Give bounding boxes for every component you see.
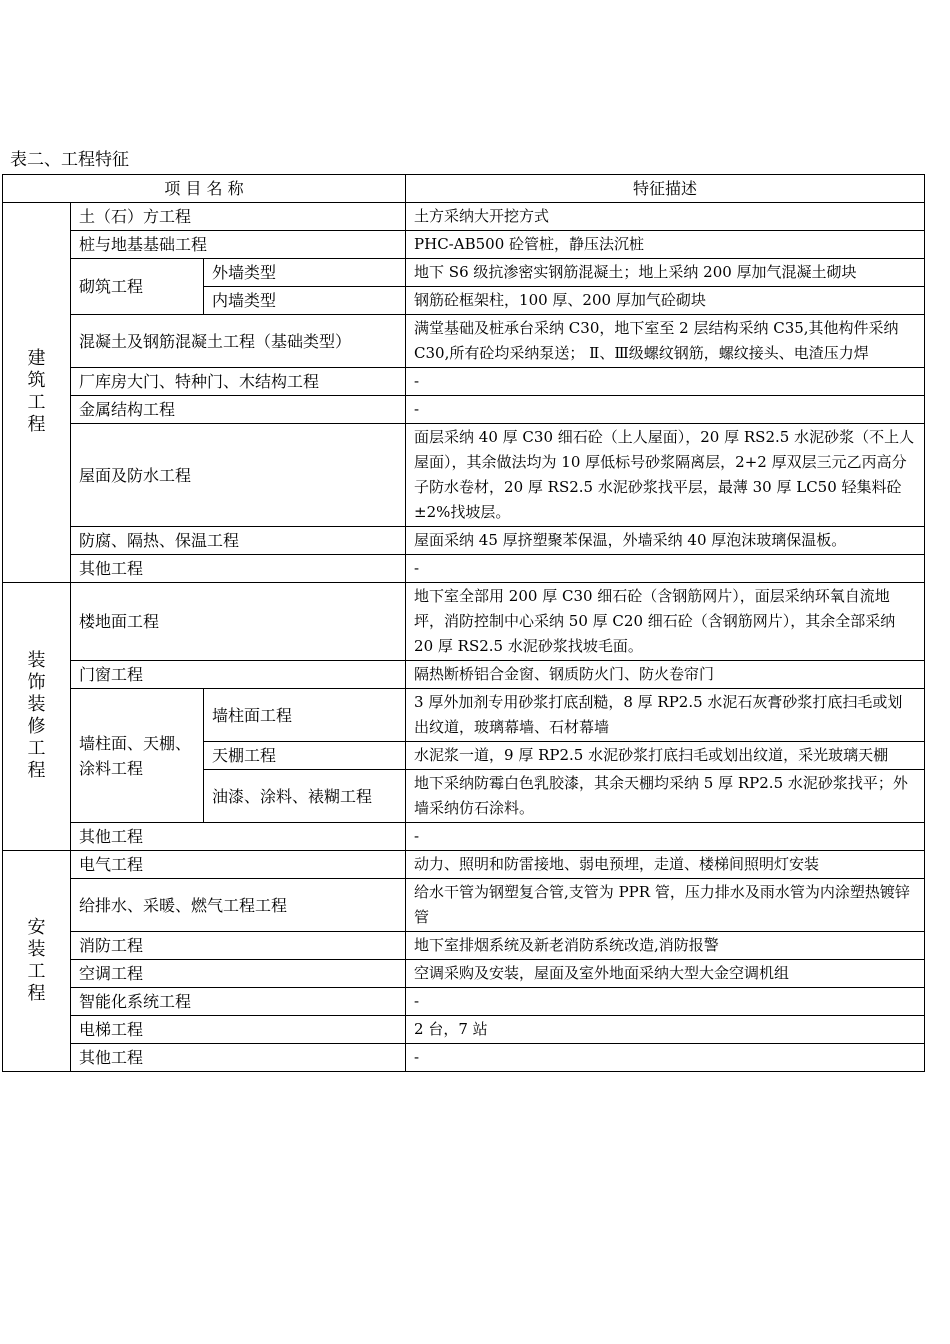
table-row: [3, 424, 925, 527]
item-desc: 地下采纳防霉白色乳胶漆，其余天棚均采纳 5 厚 RP2.5 水泥砂浆找平；外墙采纳仿石涂料。: [406, 770, 925, 823]
item-desc: 地下室排烟系统及新老消防系统改造,消防报警: [406, 932, 925, 960]
table-row: [3, 555, 925, 583]
item-name: 防腐、隔热、保温工程: [71, 527, 406, 555]
sub-item-name: 墙柱面工程: [204, 689, 406, 742]
table-row: [3, 689, 925, 742]
table-row: [3, 661, 925, 689]
item-name: 电梯工程: [71, 1016, 406, 1044]
item-name: 其他工程: [71, 1044, 406, 1072]
sub-item-name: 外墙类型: [204, 259, 406, 287]
item-desc: 屋面采纳 45 厚挤塑聚苯保温，外墙采纳 40 厚泡沫玻璃保温板。: [406, 527, 925, 555]
table-row: [3, 1044, 925, 1072]
table-caption: 表二、工程特征: [10, 150, 129, 170]
item-name: 墙柱面、天棚、涂料工程: [71, 689, 204, 823]
category-label: 安装工程: [27, 916, 46, 1004]
item-name: 消防工程: [71, 932, 406, 960]
item-name: 屋面及防水工程: [71, 424, 406, 527]
item-desc: 动力、照明和防雷接地、弱电预埋，走道、楼梯间照明灯安装: [406, 851, 925, 879]
table-row: [3, 396, 925, 424]
category-label: 建筑工程: [27, 348, 46, 435]
table-row: [3, 879, 925, 932]
table-row: [3, 960, 925, 988]
table-row: [3, 368, 925, 396]
item-name: 混凝土及钢筋混凝土工程（基础类型）: [71, 315, 406, 368]
item-name: 金属结构工程: [71, 396, 406, 424]
item-name: 给排水、采暖、燃气工程工程: [71, 879, 406, 932]
table-row: [3, 527, 925, 555]
item-name: 砌筑工程: [71, 259, 204, 315]
header-row: [3, 175, 925, 203]
item-name: 门窗工程: [71, 661, 406, 689]
item-name: 空调工程: [71, 960, 406, 988]
item-desc: PHC-AB500 砼管桩，静压法沉桩: [406, 231, 925, 259]
item-name: 电气工程: [71, 851, 406, 879]
table-row: [3, 203, 925, 231]
item-desc: 2 台，7 站: [406, 1016, 925, 1044]
item-desc: 给水干管为钢塑复合管,支管为 PPR 管，压力排水及雨水管为内涂塑热镀锌管: [406, 879, 925, 932]
item-desc: 满堂基础及桩承台采纳 C30，地下室至 2 层结构采纳 C35,其他构件采纳 C30,所有砼均采纳泵送； Ⅱ、Ⅲ级螺纹钢筋，螺纹接头、电渣压力焊: [406, 315, 925, 368]
item-desc: 土方采纳大开挖方式: [406, 203, 925, 231]
table-row: [3, 259, 925, 287]
header-feature-desc: 特征描述: [406, 175, 925, 203]
item-desc: 隔热断桥铝合金窗、钢质防火门、防火卷帘门: [406, 661, 925, 689]
sub-item-name: 内墙类型: [204, 287, 406, 315]
item-name: 桩与地基基础工程: [71, 231, 406, 259]
item-desc: 地下室全部用 200 厚 C30 细石砼（含钢筋网片），面层采纳环氧自流地坪，消防控制中心采纳 50 厚 C20 细石砼（含钢筋网片），其余全部采纳 20 厚 RS2.5 水泥砂浆找坡毛面。: [406, 583, 925, 661]
project-features-table: [2, 174, 925, 1072]
item-desc: 地下 S6 级抗渗密实钢筋混凝土；地上采纳 200 厚加气混凝土砌块: [406, 259, 925, 287]
category-cell: [3, 203, 71, 583]
item-desc: -: [406, 368, 925, 396]
table-row: [3, 315, 925, 368]
item-name: 厂库房大门、特种门、木结构工程: [71, 368, 406, 396]
table-row: [3, 1016, 925, 1044]
item-name: 土（石）方工程: [71, 203, 406, 231]
item-desc: -: [406, 396, 925, 424]
item-desc: 钢筋砼框架柱，100 厚、200 厚加气砼砌块: [406, 287, 925, 315]
item-desc: 3 厚外加剂专用砂浆打底刮糙，8 厚 RP2.5 水泥石灰膏砂浆打底扫毛或划出纹道，玻璃幕墙、石材幕墙: [406, 689, 925, 742]
item-desc: 水泥浆一道，9 厚 RP2.5 水泥砂浆打底扫毛或划出纹道，采光玻璃天棚: [406, 742, 925, 770]
category-cell: [3, 583, 71, 851]
item-desc: -: [406, 1044, 925, 1072]
item-desc: -: [406, 555, 925, 583]
category-cell: [3, 851, 71, 1072]
item-name: 其他工程: [71, 823, 406, 851]
header-item-name: 项 目 名 称: [3, 175, 406, 203]
sub-item-name: 天棚工程: [204, 742, 406, 770]
item-desc: 空调采购及安装，屋面及室外地面采纳大型大金空调机组: [406, 960, 925, 988]
table-row: [3, 583, 925, 661]
table-row: [3, 823, 925, 851]
table-row: [3, 231, 925, 259]
table-row: [3, 932, 925, 960]
item-name: 其他工程: [71, 555, 406, 583]
item-desc: -: [406, 988, 925, 1016]
category-label: 装饰装修工程: [27, 650, 46, 781]
sub-item-name: 油漆、涂料、裱糊工程: [204, 770, 406, 823]
item-name: 智能化系统工程: [71, 988, 406, 1016]
table-row: [3, 988, 925, 1016]
item-desc: -: [406, 823, 925, 851]
table-row: [3, 851, 925, 879]
item-name: 楼地面工程: [71, 583, 406, 661]
item-desc: 面层采纳 40 厚 C30 细石砼（上人屋面），20 厚 RS2.5 水泥砂浆（不上人屋面），其余做法均为 10 厚低标号砂浆隔离层，2+2 厚双层三元乙丙高分子防水卷材，20 厚 RS2.5 水泥砂浆找平层，最薄 30 厚 LC50 轻集料砼±2%找坡层。: [406, 424, 925, 527]
